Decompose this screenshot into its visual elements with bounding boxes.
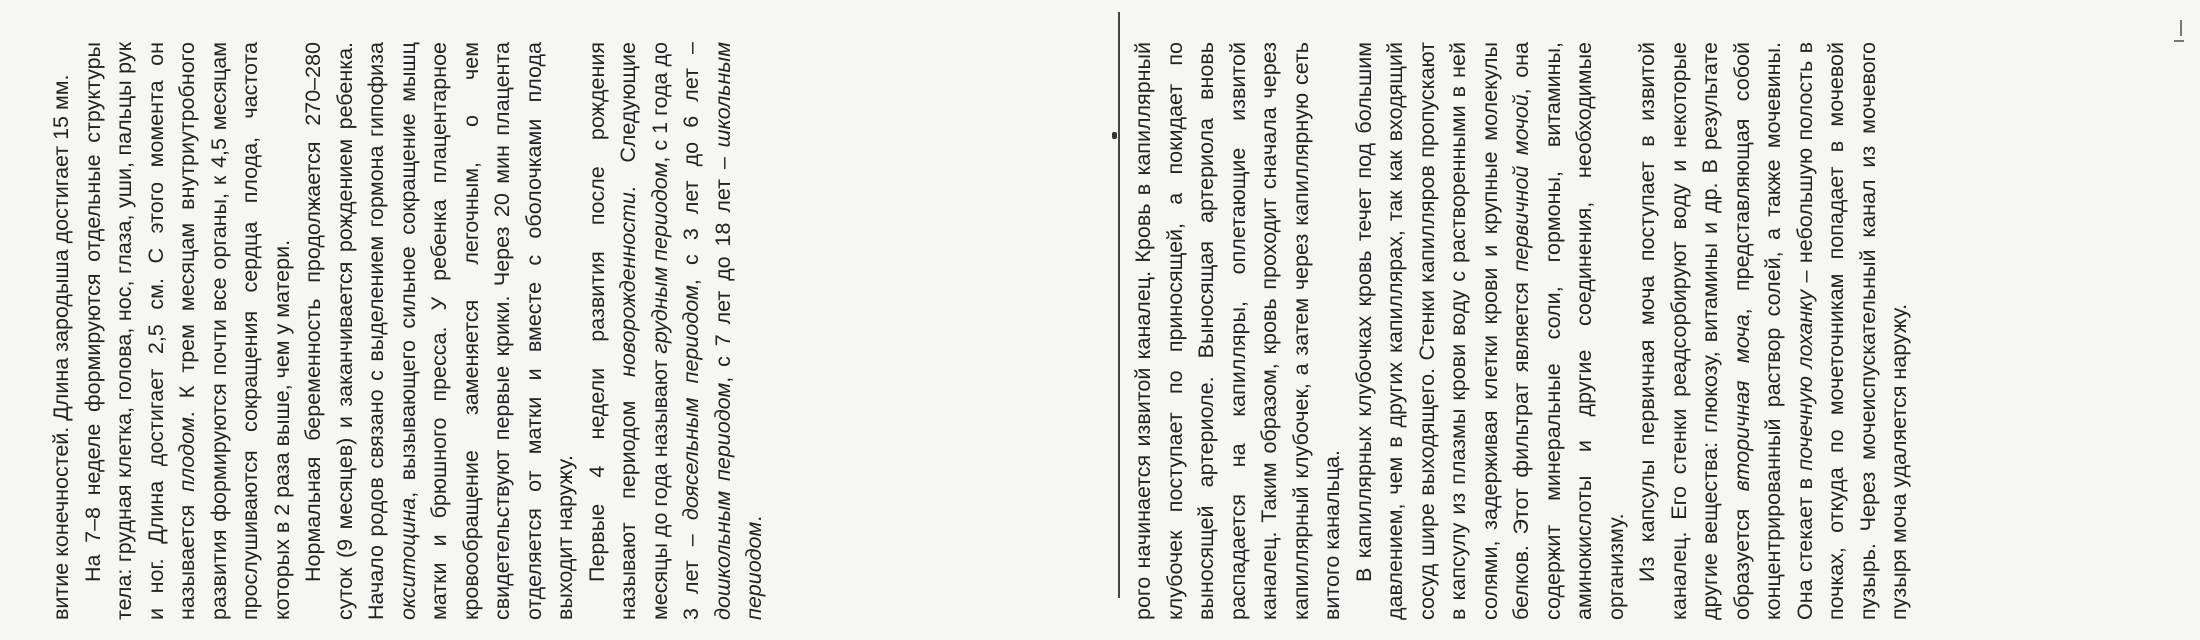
text-run: , с 7 лет до 18 лет – (710, 147, 735, 383)
paragraph (78, 42, 299, 620)
text-run: На 7–8 неделе формируются отдельные структуры тела: грудная клетка, голова, нос, глаза, уши, пальцы рук и ног. Длина достигает 2,5 см. С этого момента он называется (80, 42, 199, 620)
italic-term: вторичная моча (1729, 314, 1754, 492)
paragraph (1349, 42, 1633, 620)
italic-term: доясельным периодом (679, 285, 703, 521)
text-run: – небольшую полость в почках, откуда по мочеточникам попадает в мочевой пузырь. Через мочеиспускательный канал из мочевого пузыря моча удаляется наружу. (1792, 41, 1911, 620)
ink-speck (1112, 132, 1117, 139)
italic-term: плодом (175, 417, 199, 492)
text-run: Первые 4 недели развития после рождения называют периодом (584, 42, 640, 620)
italic-term: окситоцина (395, 497, 420, 620)
paragraph (1128, 42, 1349, 620)
paragraph (46, 42, 78, 620)
text-run: , с 1 года до 3 лет – (647, 42, 703, 620)
italic-term: грудным периодом (647, 162, 672, 354)
italic-term: дошкольным периодом (710, 382, 735, 620)
left-text-column (46, 42, 771, 620)
column-divider-rule (1118, 12, 1120, 598)
italic-term: школьным периодом (710, 42, 766, 620)
italic-term: первичной мочой (1509, 94, 1533, 272)
text-run: В капиллярных клубочках кровь течет под большим давлением, чем в других капиллярах, так как входящий сосуд шире выходящего. Стенки капилляров пропускают в капсулу из плазмы крови воду с растворенными в ней солями, задерживая клетки крови и крупные молекулы белков. Этот фильтрат является (1351, 42, 1533, 620)
text-run: , с 3 лет до 6 лет – (679, 42, 703, 286)
paragraph (582, 42, 771, 620)
page-edge-mark (2180, 20, 2182, 36)
text-run: , она содержит минеральные соли, гормоны, витамины, аминокислоты и другие соединения, необходимые организму. (1509, 42, 1628, 620)
text-run: рого начинается извитой каналец. Кровь в капиллярный клубочек поступает по приносящей, а покидает по выносящей артериоле. Выносящая артериола вновь распадается на капилляры, оплетающие извитой каналец. Таким образом, кровь проходит сначала через капиллярный клубочек, а затем через капиллярную сеть витого канальца. (1131, 42, 1344, 620)
text-run: , представляющая собой концентрированный раствор солей, а также мочевины. Она стекает в (1729, 42, 1817, 620)
text-run: Нормальная беременность продолжается 270–280 суток (9 месяцев) и заканчивается рождением ребенка. Начало родов связано с выделением гормона гипофиза (301, 42, 388, 620)
text-run: Из капсулы первичная моча поступает в извитой каналец. Его стенки реадсорбируют воду и некоторые другие вещества: глюкозу, витамины и др. В результате образуется (1635, 42, 1754, 620)
italic-term: новорожденности (616, 192, 640, 377)
page-edge-mark (2174, 40, 2184, 42)
right-text-column (1128, 42, 1916, 620)
paragraph (1632, 42, 1916, 620)
paragraph (298, 42, 582, 620)
text-run: . Следующие месяцы до года называют (616, 42, 672, 620)
text-run: . (742, 515, 766, 522)
text-run: витие конечностей. Длина зародыша достигает 15 мм. (49, 74, 73, 620)
text-run: . К трем месяцам внутриутробного развития формируются почти все органы, к 4,5 месяцам прослушиваются сокращения сердца плода, частота которых в 2 раза выше, чем у матери. (175, 42, 294, 620)
italic-term: почечную лоханку (1792, 289, 1817, 471)
text-run: , вызывающего сильное сокращение мышц матки и брюшного пресса. У ребенка плацентарное кровообращение заменяется легочным, о чем свидетельствуют первые крики. Через 20 мин плацента отделяется от матки и вместе с оболочками плода выходит наружу. (395, 42, 577, 620)
